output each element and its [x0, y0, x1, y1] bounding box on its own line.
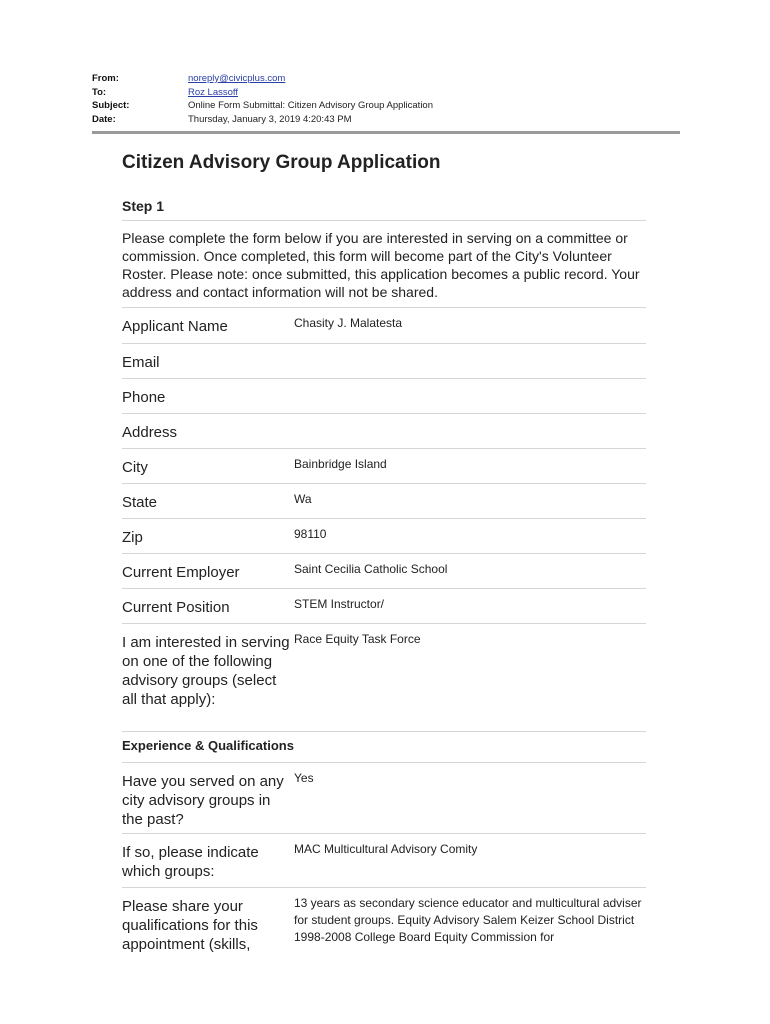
field-row-served-before [122, 763, 646, 833]
field-label: Current Employer [122, 564, 240, 581]
section-heading-experience: Experience & Qualifications [122, 738, 294, 753]
field-value: 13 years as secondary science educator and multicultural adviser for student groups. Equity Advisory Salem Keizer School District 1998-2008 College Board Equity Commission for [294, 896, 642, 944]
to-label: To: [92, 86, 107, 98]
field-label: Current Position [122, 599, 230, 616]
field-value: Saint Cecilia Catholic School [294, 562, 448, 576]
from-email-link[interactable]: noreply@civicplus.com [188, 73, 286, 84]
field-row-zip [122, 519, 646, 553]
field-label: Applicant Name [122, 318, 228, 335]
field-value [294, 386, 646, 413]
field-label: Zip [122, 529, 143, 546]
field-row-applicant-name [122, 308, 646, 343]
from-row [92, 72, 433, 86]
field-value: Bainbridge Island [294, 457, 387, 471]
subject-label: Subject: [92, 100, 130, 111]
field-value: Race Equity Task Force [294, 632, 421, 646]
field-row-state [122, 484, 646, 518]
from-label: From: [92, 73, 119, 84]
subject-value: Online Form Submittal: Citizen Advisory Group Application [188, 100, 433, 111]
field-value: MAC Multicultural Advisory Comity [294, 842, 478, 856]
email-header [92, 72, 433, 126]
field-value: STEM Instructor/ [294, 597, 385, 611]
header-divider [92, 131, 680, 134]
form-intro: Please complete the form below if you are interested in serving on a committee or commission. Once completed, this form will become part of the City's Volunteer Roster. Please note: once submitted, this application becomes a public record. Your address and contact information will not be shared. [122, 230, 640, 300]
field-label: I am interested in serving on one of the following advisory groups (select all that apply): [122, 634, 290, 708]
field-label: Email [122, 354, 160, 371]
field-label: Address [122, 424, 178, 441]
field-label: Please share your qualifications for this appointment (skills, [122, 898, 258, 953]
field-row-address [122, 414, 646, 448]
step-heading: Step 1 [122, 198, 165, 214]
field-label: Have you served on any city advisory groups in the past? [122, 773, 284, 828]
field-row-phone [122, 379, 646, 413]
field-row-current-position [122, 589, 646, 623]
field-value [294, 421, 646, 448]
form-title: Citizen Advisory Group Application [122, 152, 441, 173]
to-recipient-link[interactable]: Roz Lassoff [188, 86, 238, 98]
field-row-qualifications [122, 888, 646, 959]
field-value [294, 351, 646, 378]
field-value: Wa [294, 492, 312, 506]
field-row-current-employer [122, 554, 646, 588]
field-label: If so, please indicate which groups: [122, 844, 259, 880]
field-value: 98110 [294, 527, 327, 541]
form-content [122, 150, 646, 959]
field-value: Chasity J. Malatesta [294, 316, 403, 330]
date-row [92, 113, 433, 127]
date-label: Date: [92, 113, 116, 125]
subject-row [92, 99, 433, 113]
field-value: Yes [294, 771, 314, 785]
field-label: State [122, 494, 158, 511]
to-row [92, 86, 433, 100]
field-row-email [122, 344, 646, 378]
field-label: City [122, 459, 148, 476]
field-row-advisory-groups [122, 624, 646, 731]
field-label: Phone [122, 389, 166, 406]
field-row-city [122, 449, 646, 483]
date-value: Thursday, January 3, 2019 4:20:43 PM [188, 113, 352, 125]
field-row-which-groups [122, 834, 646, 887]
